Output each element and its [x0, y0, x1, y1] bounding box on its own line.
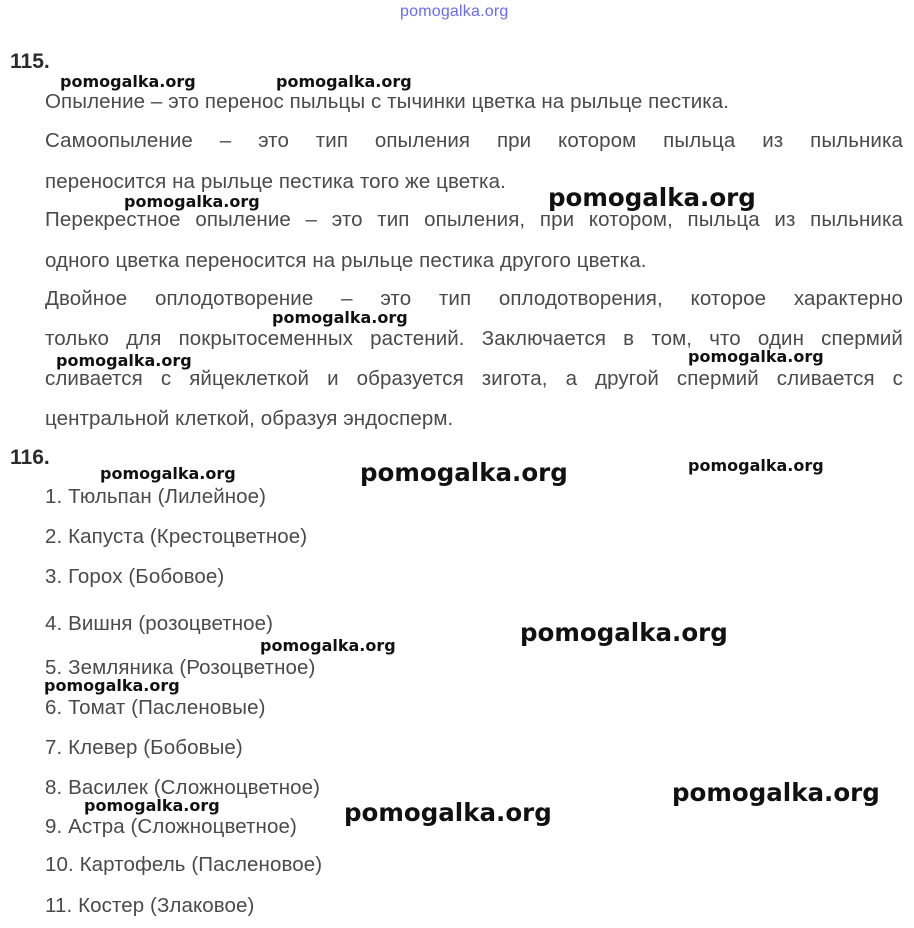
- watermark: pomogalka.org: [344, 798, 552, 827]
- task-115-number: 115.: [10, 50, 50, 73]
- task-115-line: переносится на рыльце пестика того же цветка.: [45, 170, 506, 193]
- watermark: pomogalka.org: [44, 676, 180, 695]
- watermark: pomogalka.org: [520, 618, 728, 647]
- task-115-line: Опыление – это перенос пыльцы с тычинки цветка на рыльце пестика.: [45, 90, 730, 113]
- task-115-line: одного цветка переносится на рыльце пестика другого цветка.: [45, 249, 647, 272]
- task-115-line: Перекрестное опыление – это тип опыления, при котором, пыльца из пыльника: [45, 208, 903, 231]
- watermark: pomogalka.org: [60, 72, 196, 91]
- task-115-line: центральной клеткой, образуя эндосперм.: [45, 407, 454, 430]
- watermark: pomogalka.org: [672, 778, 880, 807]
- list-item: 4. Вишня (розоцветное): [45, 612, 274, 635]
- list-item: 5. Земляника (Розоцветное): [45, 656, 316, 679]
- list-item: 8. Василек (Сложноцветное): [45, 776, 321, 799]
- task-115-line: только для покрытосеменных растений. Заключается в том, что один спермий: [45, 327, 903, 350]
- list-item: 10. Картофель (Пасленовое): [45, 853, 323, 876]
- watermark: pomogalka.org: [84, 796, 220, 815]
- task-115-line: Двойное оплодотворение – это тип оплодотворения, которое характерно: [45, 287, 903, 310]
- list-item: 2. Капуста (Крестоцветное): [45, 525, 308, 548]
- watermark: pomogalka.org: [276, 72, 412, 91]
- watermark: pomogalka.org: [124, 192, 260, 211]
- task-116-number: 116.: [10, 446, 50, 469]
- watermark: pomogalka.org: [272, 308, 408, 327]
- list-item: 9. Астра (Сложноцветное): [45, 815, 297, 838]
- watermark: pomogalka.org: [688, 456, 824, 475]
- list-item: 6. Томат (Пасленовые): [45, 696, 266, 719]
- watermark: pomogalka.org: [260, 636, 396, 655]
- site-watermark-header: pomogalka.org: [400, 3, 509, 20]
- list-item: 3. Горох (Бобовое): [45, 565, 225, 588]
- watermark: pomogalka.org: [688, 347, 824, 366]
- task-115-line: Самоопыление – это тип опыления при котором пыльца из пыльника: [45, 129, 903, 152]
- list-item: 11. Костер (Злаковое): [45, 894, 255, 917]
- watermark: pomogalka.org: [56, 351, 192, 370]
- watermark: pomogalka.org: [548, 183, 756, 212]
- watermark: pomogalka.org: [360, 458, 568, 487]
- task-115-line: сливается с яйцеклеткой и образуется зигота, а другой спермий сливается с: [45, 367, 903, 390]
- list-item: 1. Тюльпан (Лилейное): [45, 485, 267, 508]
- watermark: pomogalka.org: [100, 464, 236, 483]
- list-item: 7. Клевер (Бобовые): [45, 736, 243, 759]
